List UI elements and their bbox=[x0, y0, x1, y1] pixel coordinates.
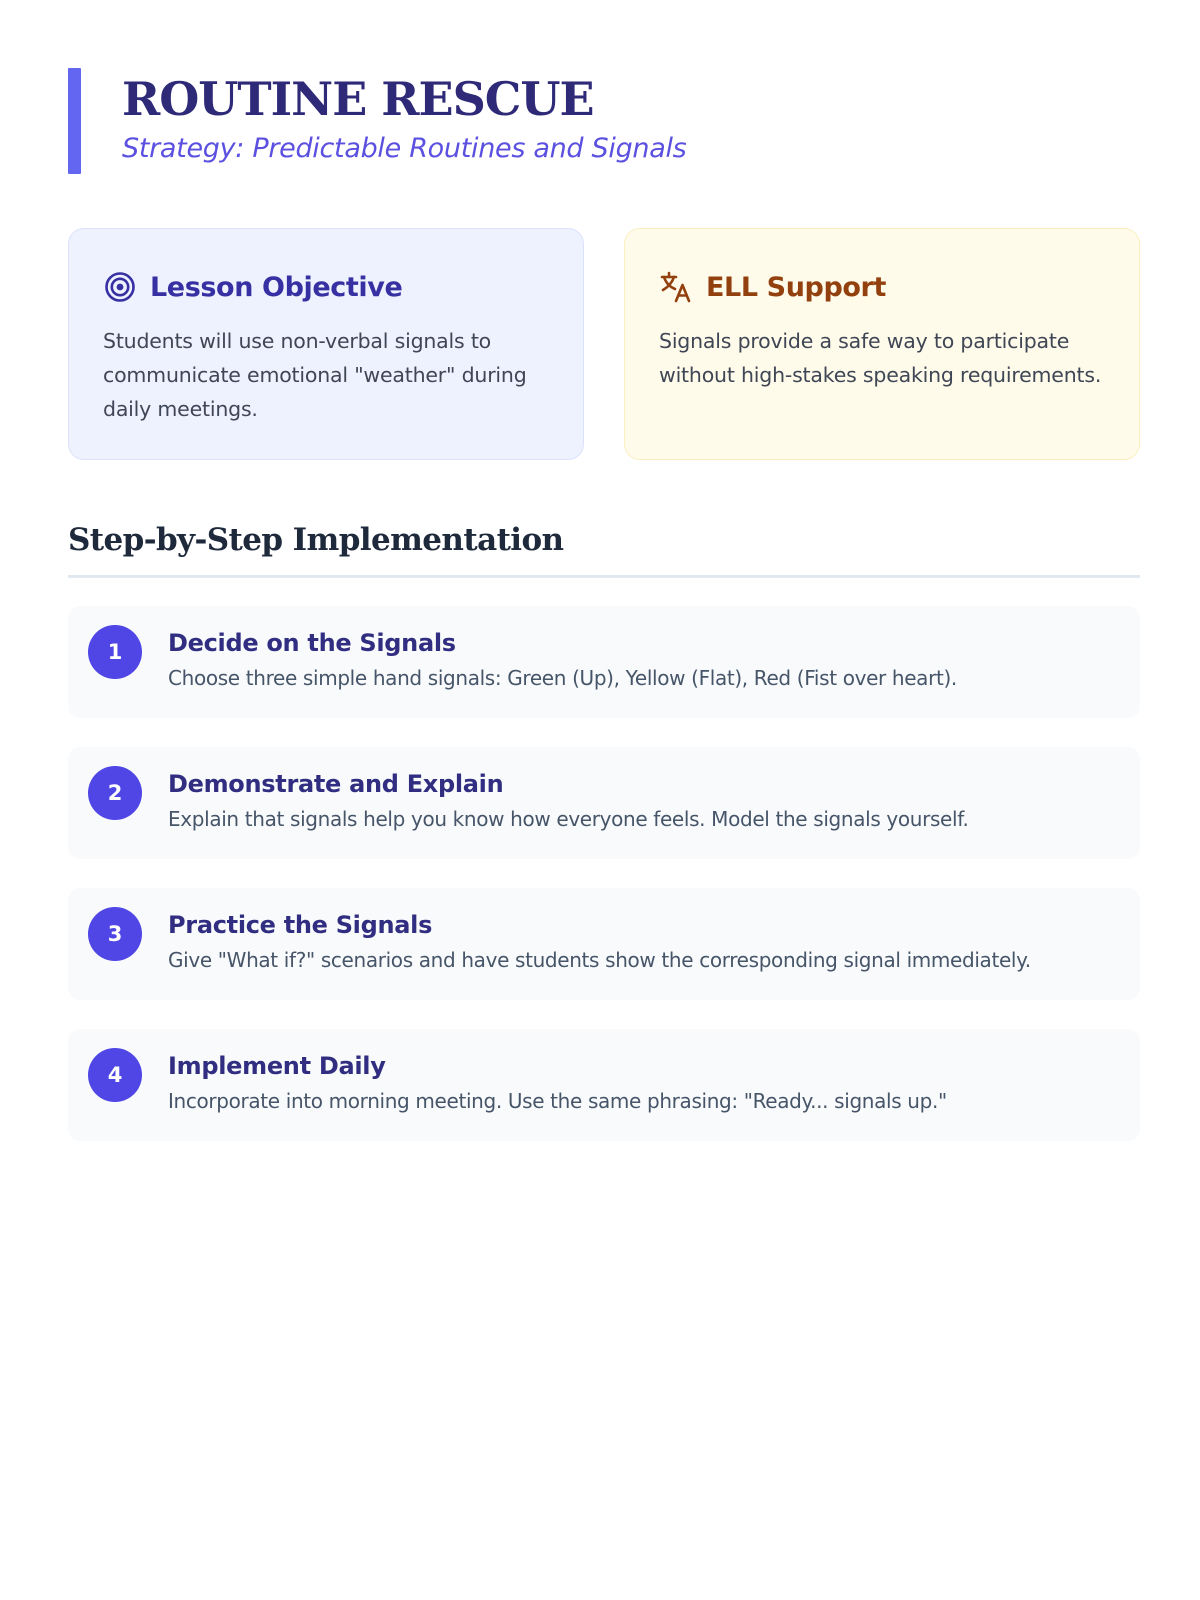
step-number-badge: 2 bbox=[88, 766, 142, 820]
page-header bbox=[68, 66, 1140, 174]
step-title: Implement Daily bbox=[168, 1052, 386, 1080]
step-description: Incorporate into morning meeting. Use the same phrasing: "Ready... signals up." bbox=[168, 1089, 947, 1113]
ell-support-header bbox=[659, 267, 1105, 307]
step-description: Explain that signals help you know how everyone feels. Model the signals yourself. bbox=[168, 807, 969, 831]
step-item bbox=[68, 1029, 1140, 1141]
ell-support-text: Signals provide a safe way to participate without high-stakes speaking requirements. bbox=[659, 329, 1102, 387]
step-item bbox=[68, 888, 1140, 1000]
page-subtitle: Strategy: Predictable Routines and Signals bbox=[122, 133, 687, 164]
header-accent-bar bbox=[68, 68, 81, 174]
steps-list bbox=[68, 606, 1140, 1170]
step-title: Practice the Signals bbox=[168, 911, 433, 939]
step-description: Choose three simple hand signals: Green (Up), Yellow (Flat), Red (Fist over heart). bbox=[168, 666, 957, 690]
translate-icon bbox=[659, 270, 693, 304]
lesson-objective-title: Lesson Objective bbox=[150, 271, 403, 303]
step-description: Give "What if?" scenarios and have students show the corresponding signal immediately. bbox=[168, 948, 1031, 972]
page-title: ROUTINE RESCUE bbox=[122, 72, 594, 126]
section-title: Step-by-Step Implementation bbox=[68, 522, 564, 558]
step-number-badge: 4 bbox=[88, 1048, 142, 1102]
step-number-badge: 3 bbox=[88, 907, 142, 961]
info-cards bbox=[68, 228, 1140, 460]
lesson-objective-text: Students will use non-verbal signals to communicate emotional "weather" during daily meetings. bbox=[103, 329, 527, 421]
step-title: Decide on the Signals bbox=[168, 629, 456, 657]
step-item bbox=[68, 606, 1140, 718]
section-divider bbox=[68, 575, 1140, 578]
ell-support-title: ELL Support bbox=[706, 271, 886, 303]
lesson-page bbox=[68, 66, 1140, 1113]
ell-support-card bbox=[624, 228, 1140, 460]
step-title: Demonstrate and Explain bbox=[168, 770, 504, 798]
lesson-objective-card bbox=[68, 228, 584, 460]
target-icon bbox=[103, 270, 137, 304]
lesson-objective-header bbox=[103, 267, 549, 307]
step-item bbox=[68, 747, 1140, 859]
step-number-badge: 1 bbox=[88, 625, 142, 679]
